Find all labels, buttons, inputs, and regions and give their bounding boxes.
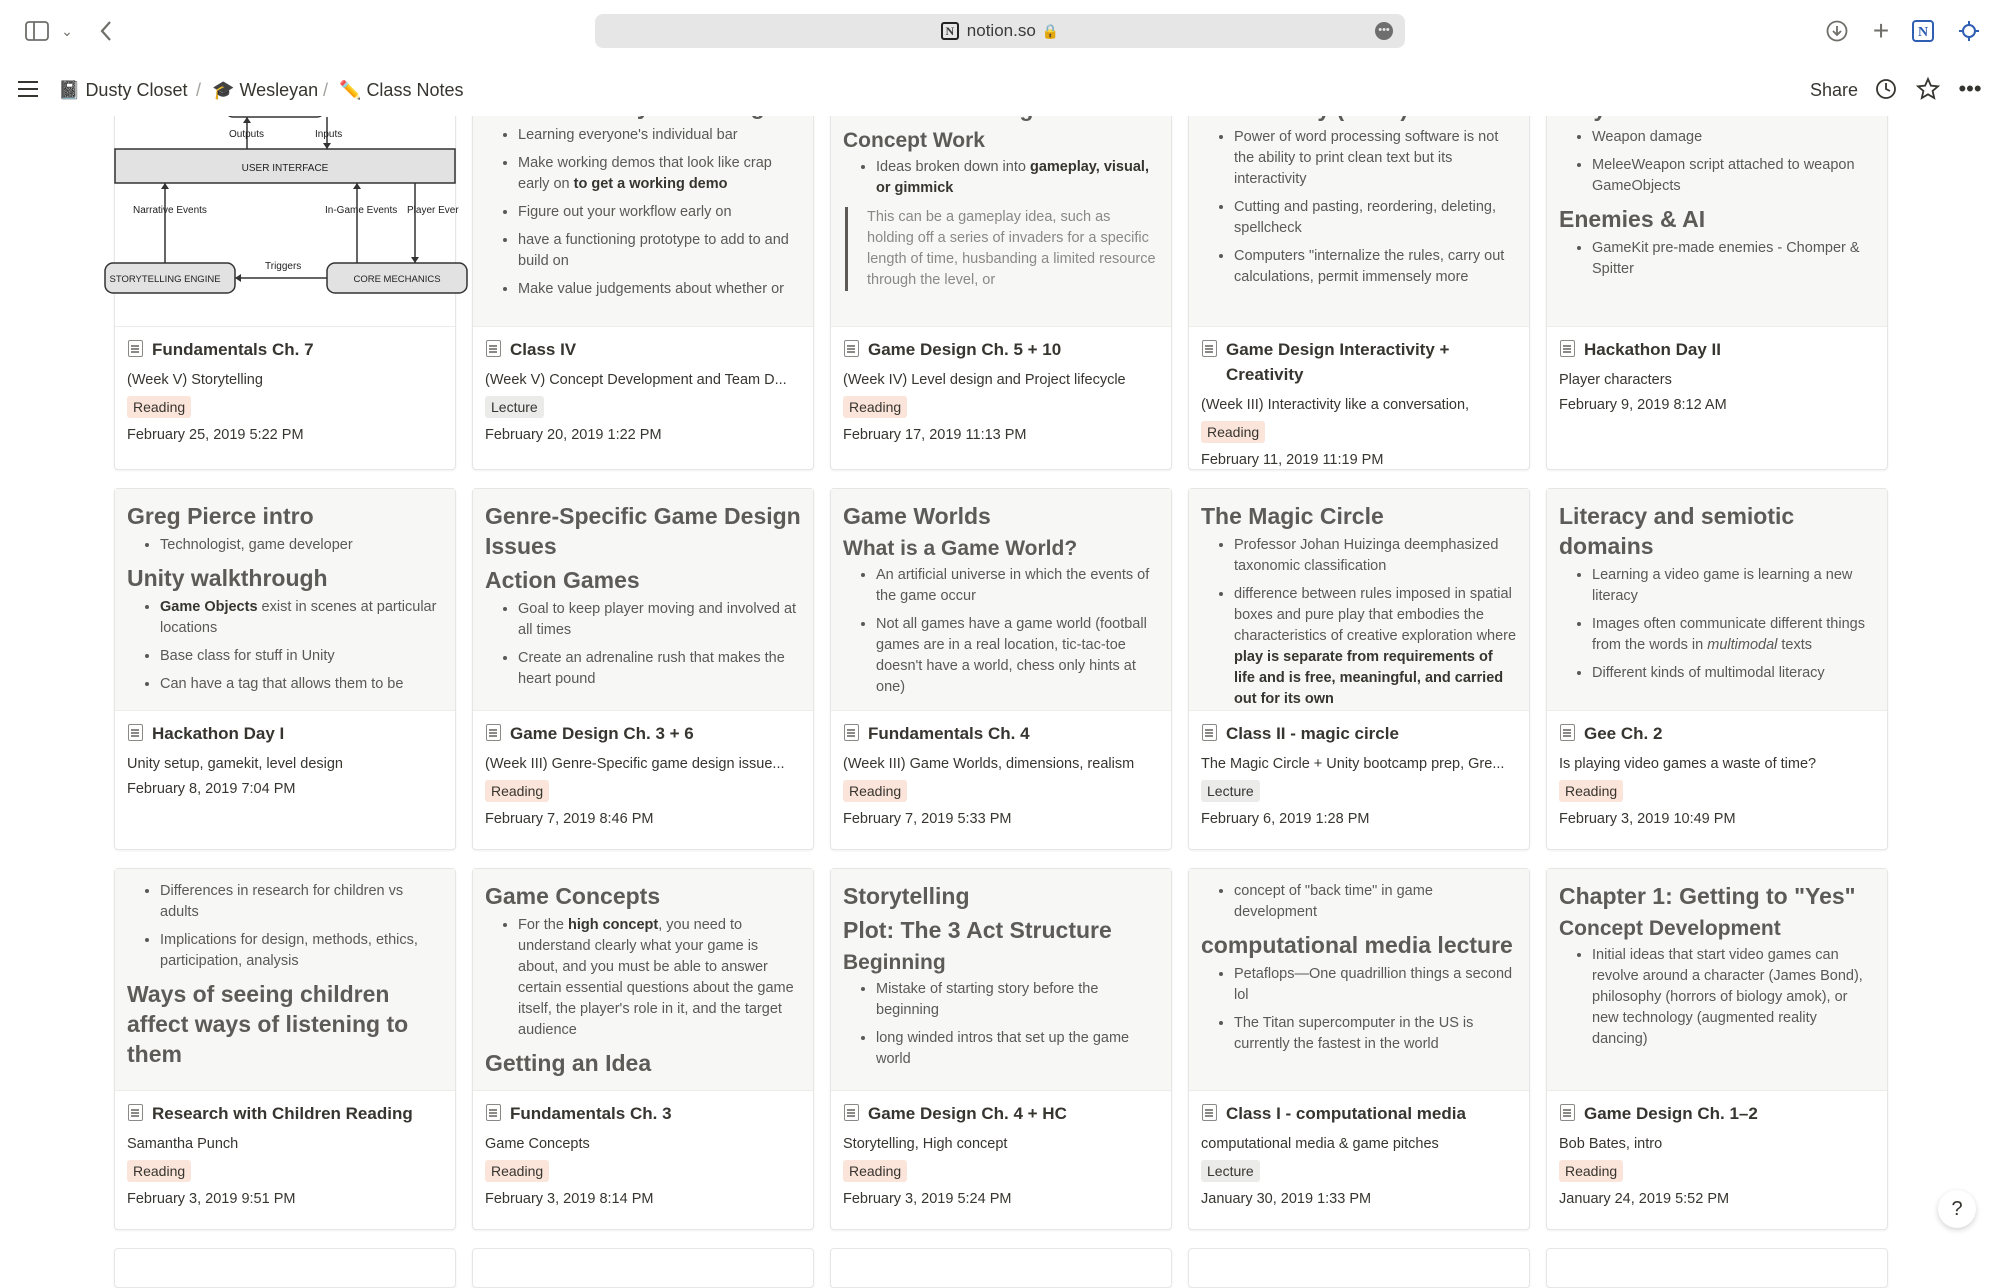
back-arrow-icon[interactable] [94,18,118,44]
preview-bullet: • Learning a video game is learning a new literacy [1592,565,1875,607]
card-title[interactable] [1559,337,1875,362]
gallery-card[interactable] [830,488,1172,850]
page-icon [486,1104,501,1121]
card-date: February 3, 2019 9:51 PM [127,1191,296,1207]
card-preview [1189,869,1529,1091]
card-preview [831,489,1171,711]
card-title[interactable] [127,337,443,362]
card-description: (Week III) Genre-Specific game design issue... [485,756,785,772]
preview-heading: Storytelling [843,883,970,909]
card-date: January 30, 2019 1:33 PM [1201,1191,1372,1207]
card-date: February 11, 2019 11:19 PM [1201,452,1384,468]
preview-bullet [1592,614,1875,656]
gallery-card[interactable] [114,868,456,1230]
card-info [473,1101,813,1207]
card-title-text: Hackathon Day II [1584,340,1721,359]
gallery-card[interactable] [1188,488,1530,850]
preview-text: Ideas broken down into [876,159,1026,175]
preview-bullet: • Can have a tag that allows them to be [160,674,443,695]
page-icon [486,340,501,357]
card-description: computational media & game pitches [1201,1136,1439,1152]
preview-heading: Getting an Idea [485,1050,652,1076]
type-tag: Reading [843,780,907,802]
card-title[interactable] [1559,1101,1875,1126]
page-icon [844,340,859,357]
preview-heading: Game Concepts [485,883,661,909]
card-description: Storytelling, High concept [843,1136,1008,1152]
gallery-card[interactable] [1546,868,1888,1230]
url-text: notion.so [966,21,1036,40]
diagram-ui-label: USER INTERFACE [241,163,329,174]
pencil-icon: ✏️ [339,80,362,100]
diagram-triggers-label: Triggers [265,261,302,272]
preview-bold: gameplay, visual, or gimmick [876,159,1149,196]
page-icon [128,724,143,741]
card-title-text: Gee Ch. 2 [1584,724,1663,743]
preview-bullet: • Petaflops—One quadrillion things a second lol [1234,964,1517,1006]
type-tag: Reading [485,780,549,802]
gallery-card[interactable] [472,1248,814,1288]
card-info [115,721,455,797]
page-icon [844,724,859,741]
preview-heading: computational media lecture [1201,932,1513,958]
card-title-text: Game Design Interactivity + Creativity [1226,340,1450,384]
card-title[interactable] [1201,1101,1517,1126]
preview-bullet: • Power of word processing software is not the ability to print clean text but its interactivity [1234,127,1517,190]
card-info [1189,1101,1529,1207]
card-title-text: Hackathon Day I [152,724,285,743]
preview-bullet: • Technologist, game developer [160,535,443,556]
extension-icon[interactable] [1956,18,1982,44]
page-icon [1560,340,1575,357]
breadcrumb-item-dusty-closet[interactable] [58,80,187,101]
preview-bullet: • Cutting and pasting, reordering, deleting, spellcheck [1234,197,1517,239]
gallery-card[interactable] [1188,86,1530,470]
preview-list [1201,964,1517,1055]
clock-icon[interactable] [1874,77,1898,101]
preview-list [1201,127,1517,288]
preview-list [127,597,443,695]
card-title-text: Game Design Ch. 3 + 6 [510,724,694,743]
card-info [1189,337,1529,468]
card-title-text: Game Design Ch. 4 + HC [868,1104,1067,1123]
preview-text: texts [1781,637,1813,653]
preview-quote: This can be a gameplay idea, such as holding off a series of invaders for a specific length of time, husbanding a limited resource through the level, or [845,207,1159,291]
card-preview [831,869,1171,1091]
gallery-card[interactable] [830,1248,1172,1288]
card-title[interactable] [1201,337,1517,387]
preview-bullet [1234,584,1517,710]
card-title[interactable] [127,721,443,746]
breadcrumb-item-class-notes[interactable] [339,80,463,101]
diagram-player-label: Player Ever [407,205,459,216]
preview-bullet: • Make value judgements about whether or [518,279,801,300]
preview-bullet: • Figure out your workflow early on [518,202,801,223]
gallery-card[interactable] [472,488,814,850]
preview-heading: Greg Pierce intro [127,503,314,529]
preview-bullet [160,597,443,639]
page-icon [1560,724,1575,741]
card-title-text: Fundamentals Ch. 7 [152,340,314,359]
preview-bullet [876,157,1159,199]
notebook-icon: 📓 [58,80,81,100]
card-preview [115,489,455,711]
type-tag: Reading [485,1160,549,1182]
svg-text:N: N [1917,25,1929,40]
lock-icon: 🔒 [1041,22,1060,39]
card-date: January 24, 2019 5:52 PM [1559,1191,1730,1207]
card-info [1547,721,1887,827]
more-icon[interactable]: ••• [1958,76,1982,101]
gallery-card[interactable] [830,86,1172,470]
sidebar-toggle-icon[interactable] [24,19,50,43]
page-icon [1202,724,1217,741]
card-preview [115,869,455,1091]
page-icon [486,724,501,741]
card-info [831,1101,1171,1207]
preview-list [843,565,1159,698]
browser-chrome [0,0,2000,62]
preview-bullet: • An artificial universe in which the events of the game occur [876,565,1159,607]
preview-bullet: • long winded intros that set up the game world [876,1028,1159,1070]
card-description: Is playing video games a waste of time? [1559,756,1817,772]
card-info [473,721,813,827]
type-tag: Reading [1201,421,1265,443]
preview-bullet: • Implications for design, methods, ethics, participation, analysis [160,930,443,972]
diagram-engine-label: STORYTELLING ENGINE [109,274,221,285]
card-date: February 17, 2019 11:13 PM [843,427,1027,443]
breadcrumb-label: Wesleyan [239,80,319,100]
preview-bullet: • Learning everyone's individual bar [518,125,801,146]
download-icon[interactable] [1824,18,1850,44]
preview-subheading: Concept Development [1559,917,1781,940]
gallery-card[interactable] [114,1248,456,1288]
card-description: (Week V) Storytelling [127,372,263,388]
preview-bullet: • Create an adrenaline rush that makes the heart pound [518,648,801,690]
card-preview [1547,87,1887,327]
card-info [115,337,455,443]
preview-bullet: • Make working demos that look like crap early on to get a working demo [518,153,801,195]
type-tag: Lecture [1201,780,1260,802]
card-info [831,337,1171,443]
card-title[interactable] [843,1101,1159,1126]
card-date: February 9, 2019 8:12 AM [1559,397,1727,413]
breadcrumb-separator: / [196,80,202,100]
preview-heading: Action Games [485,567,640,593]
page-icon [1202,340,1217,357]
card-info [473,337,813,443]
preview-text: difference between rules imposed in spatial boxes and pure play that embodies the characteristics of creative exploration where [1234,586,1517,644]
preview-bold: Game Objects [160,599,258,615]
preview-bullet: • have a functioning prototype to add to and build on [518,230,801,272]
card-title[interactable] [1201,721,1517,746]
gallery-card[interactable] [472,868,814,1230]
preview-italic: multimodal [1707,637,1778,653]
card-title-text: Class IV [510,340,577,359]
preview-list [1559,127,1875,197]
preview-list [485,915,801,1041]
preview-list [1559,945,1875,1050]
more-options-icon[interactable]: ••• [1375,22,1393,40]
card-description: The Magic Circle + Unity bootcamp prep, Gre... [1201,756,1505,772]
page-icon [844,1104,859,1121]
card-date: February 8, 2019 7:04 PM [127,781,296,797]
preview-bullet [518,915,801,1041]
preview-list [843,157,1159,199]
type-tag: Reading [843,396,907,418]
card-date: February 25, 2019 5:22 PM [127,427,304,443]
diagram-outputs-label: Outputs [229,129,265,140]
diagram-inputs-label: Inputs [315,129,343,140]
preview-subheading: Concept Work [843,129,985,152]
preview-bullet: • Different kinds of multimodal literacy [1592,663,1875,684]
preview-bullet: • Not all games have a game world (football games are in a real location, tic-tac-toe doesn't have a world, chess only hints at one) [876,614,1159,698]
card-preview [473,489,813,711]
card-title-text: Fundamentals Ch. 3 [510,1104,672,1123]
card-info [1547,337,1887,413]
preview-heading: Enemies & AI [1559,206,1706,232]
preview-list [127,881,443,972]
gallery-card[interactable] [1188,868,1530,1230]
card-title-text: Game Design Ch. 1–2 [1584,1104,1758,1123]
preview-bullet: • GameKit pre-made enemies - Chomper & Spitter [1592,238,1875,280]
card-description: (Week III) Interactivity like a conversation, [1201,397,1470,413]
preview-bullet: • Professor Johan Huizinga deemphasized taxonomic classification [1234,535,1517,577]
preview-bullet: • The Titan supercomputer in the US is currently the fastest in the world [1234,1013,1517,1055]
card-title[interactable] [843,721,1159,746]
preview-heading: The Magic Circle [1201,503,1384,529]
preview-list [1559,238,1875,280]
type-tag: Reading [1559,780,1623,802]
address-bar[interactable] [595,14,1405,48]
preview-list [843,979,1159,1070]
notion-topbar [0,62,2000,116]
share-button[interactable]: Share [1810,80,1859,100]
type-tag: Reading [127,396,191,418]
preview-bullet: • Differences in research for children vs adults [160,881,443,923]
preview-list [127,535,443,556]
card-description: Bob Bates, intro [1559,1136,1663,1152]
preview-bold: play is separate from requirements of life and is free, meaningful, and carried out for its own [1234,649,1504,707]
preview-bullet: • concept of "back time" in game development [1234,881,1517,923]
card-date: February 3, 2019 10:49 PM [1559,811,1736,827]
card-preview [831,87,1171,327]
gallery-card[interactable] [109,86,459,470]
preview-list [485,599,801,690]
preview-subheading: Beginning [843,951,946,974]
card-description: (Week III) Game Worlds, dimensions, realism [843,756,1135,772]
card-description: Unity setup, gamekit, level design [127,756,343,772]
preview-text: Images often communicate different things from the words in [1592,616,1865,653]
card-preview [1189,489,1529,711]
gallery-card[interactable] [1546,1248,1888,1288]
card-preview [1547,489,1887,711]
preview-subheading: What is a Game World? [843,537,1078,560]
card-date: February 20, 2019 1:22 PM [485,427,662,443]
preview-bold: high concept [567,917,659,933]
card-title[interactable] [485,1101,801,1126]
preview-heading: Chapter 1: Getting to "Yes" [1559,883,1856,909]
card-description: Game Concepts [485,1136,590,1152]
page-icon [1202,1104,1217,1121]
storytelling-diagram [109,87,459,327]
card-preview [109,87,459,327]
preview-list [1559,565,1875,684]
preview-heading: Ways of seeing children affect ways of listening to them [127,981,409,1067]
card-title-text: Fundamentals Ch. 4 [868,724,1030,743]
card-preview [473,869,813,1091]
preview-bullet: • MeleeWeapon script attached to weapon GameObjects [1592,155,1875,197]
gallery-card[interactable] [1188,1248,1530,1288]
gallery-card[interactable] [1546,488,1888,850]
breadcrumb-label: Dusty Closet [85,80,188,100]
type-tag: Reading [127,1160,191,1182]
page-icon [1560,1104,1575,1121]
notion-favicon-icon: N [941,22,959,40]
card-title[interactable] [127,1101,443,1126]
card-description: Player characters [1559,372,1672,388]
preview-heading: Plot: The 3 Act Structure [843,917,1112,943]
card-title-text: Class II - magic circle [1226,724,1399,743]
preview-bullet: • Computers "internalize the rules, carry out calculations, permit immensely more [1234,246,1517,288]
preview-text: , you need to understand clearly what your game is about, and you must be able to answer certain essential questions about the game itself, the player's role in it, and the target audience [518,917,794,1038]
preview-bullet: • Initial ideas that start video games can revolve around a character (James Bond), philosophy (horrors of biology amok), or new technology (augmented reality dancing) [1592,945,1875,1050]
gallery-card[interactable] [830,868,1172,1230]
preview-heading: Literacy and semiotic domains [1559,503,1795,559]
card-title[interactable] [485,721,801,746]
type-tag: Lecture [1201,1160,1260,1182]
card-preview [1189,87,1529,327]
breadcrumb-label: Class Notes [366,80,464,100]
card-info [1547,1101,1887,1207]
card-title-text: Research with Children Reading [152,1104,413,1123]
preview-bullet: • Mistake of starting story before the beginning [876,979,1159,1021]
card-description: Samantha Punch [127,1136,239,1152]
card-description: (Week IV) Level design and Project lifecycle [843,372,1126,388]
card-title[interactable] [485,337,801,362]
card-title-text: Class I - computational media [1226,1104,1466,1123]
card-preview [473,87,813,327]
card-date: February 3, 2019 8:14 PM [485,1191,654,1207]
star-icon[interactable] [1916,77,1940,101]
breadcrumb-separator: / [323,80,329,100]
preview-heading: Genre-Specific Game Design Issues [485,503,801,559]
diagram-core-label: CORE MECHANICS [353,274,441,285]
card-preview [1547,869,1887,1091]
notion-extension-icon[interactable] [1910,18,1936,44]
type-tag: Lecture [485,396,544,418]
preview-bullet: • Goal to keep player moving and involved at all times [518,599,801,641]
card-description: (Week V) Concept Development and Team D... [485,372,787,388]
preview-bullet: • Base class for stuff in Unity [160,646,443,667]
diagram-narrative-label: Narrative Events [133,205,207,216]
card-date: February 3, 2019 5:24 PM [843,1191,1012,1207]
card-info [1189,721,1529,827]
gallery-card[interactable] [1546,86,1888,470]
preview-bullet: • Weapon damage [1592,127,1875,148]
card-title[interactable] [1559,721,1875,746]
chevron-down-icon[interactable]: ⌄ [61,23,73,39]
preview-text: For the [518,917,564,933]
gallery-view [0,116,2000,1250]
breadcrumb-item-wesleyan[interactable] [212,80,318,101]
preview-text: exist in scenes at particular locations [160,599,437,636]
preview-list [1201,535,1517,710]
card-date: February 6, 2019 1:28 PM [1201,811,1370,827]
page-icon [128,340,143,357]
card-date: February 7, 2019 5:33 PM [843,811,1012,827]
graduation-cap-icon: 🎓 [212,80,235,100]
gallery-card[interactable] [472,86,814,470]
diagram-ingame-label: In-Game Events [325,205,398,216]
preview-heading: Game Worlds [843,503,991,529]
new-tab-icon[interactable]: + [1872,15,1890,46]
card-title-text: Game Design Ch. 5 + 10 [868,340,1062,359]
card-info [831,721,1171,827]
card-date: February 7, 2019 8:46 PM [485,811,654,827]
preview-bold: to get a working demo [573,176,728,192]
preview-list [1201,881,1517,923]
preview-heading: Unity walkthrough [127,565,328,591]
preview-list [485,125,801,300]
card-info [115,1101,455,1207]
gallery-card[interactable] [114,488,456,850]
type-tag: Reading [843,1160,907,1182]
help-button[interactable]: ? [1938,1190,1976,1228]
card-title[interactable] [843,337,1159,362]
menu-icon[interactable] [16,78,40,100]
page-icon [128,1104,143,1121]
type-tag: Reading [1559,1160,1623,1182]
